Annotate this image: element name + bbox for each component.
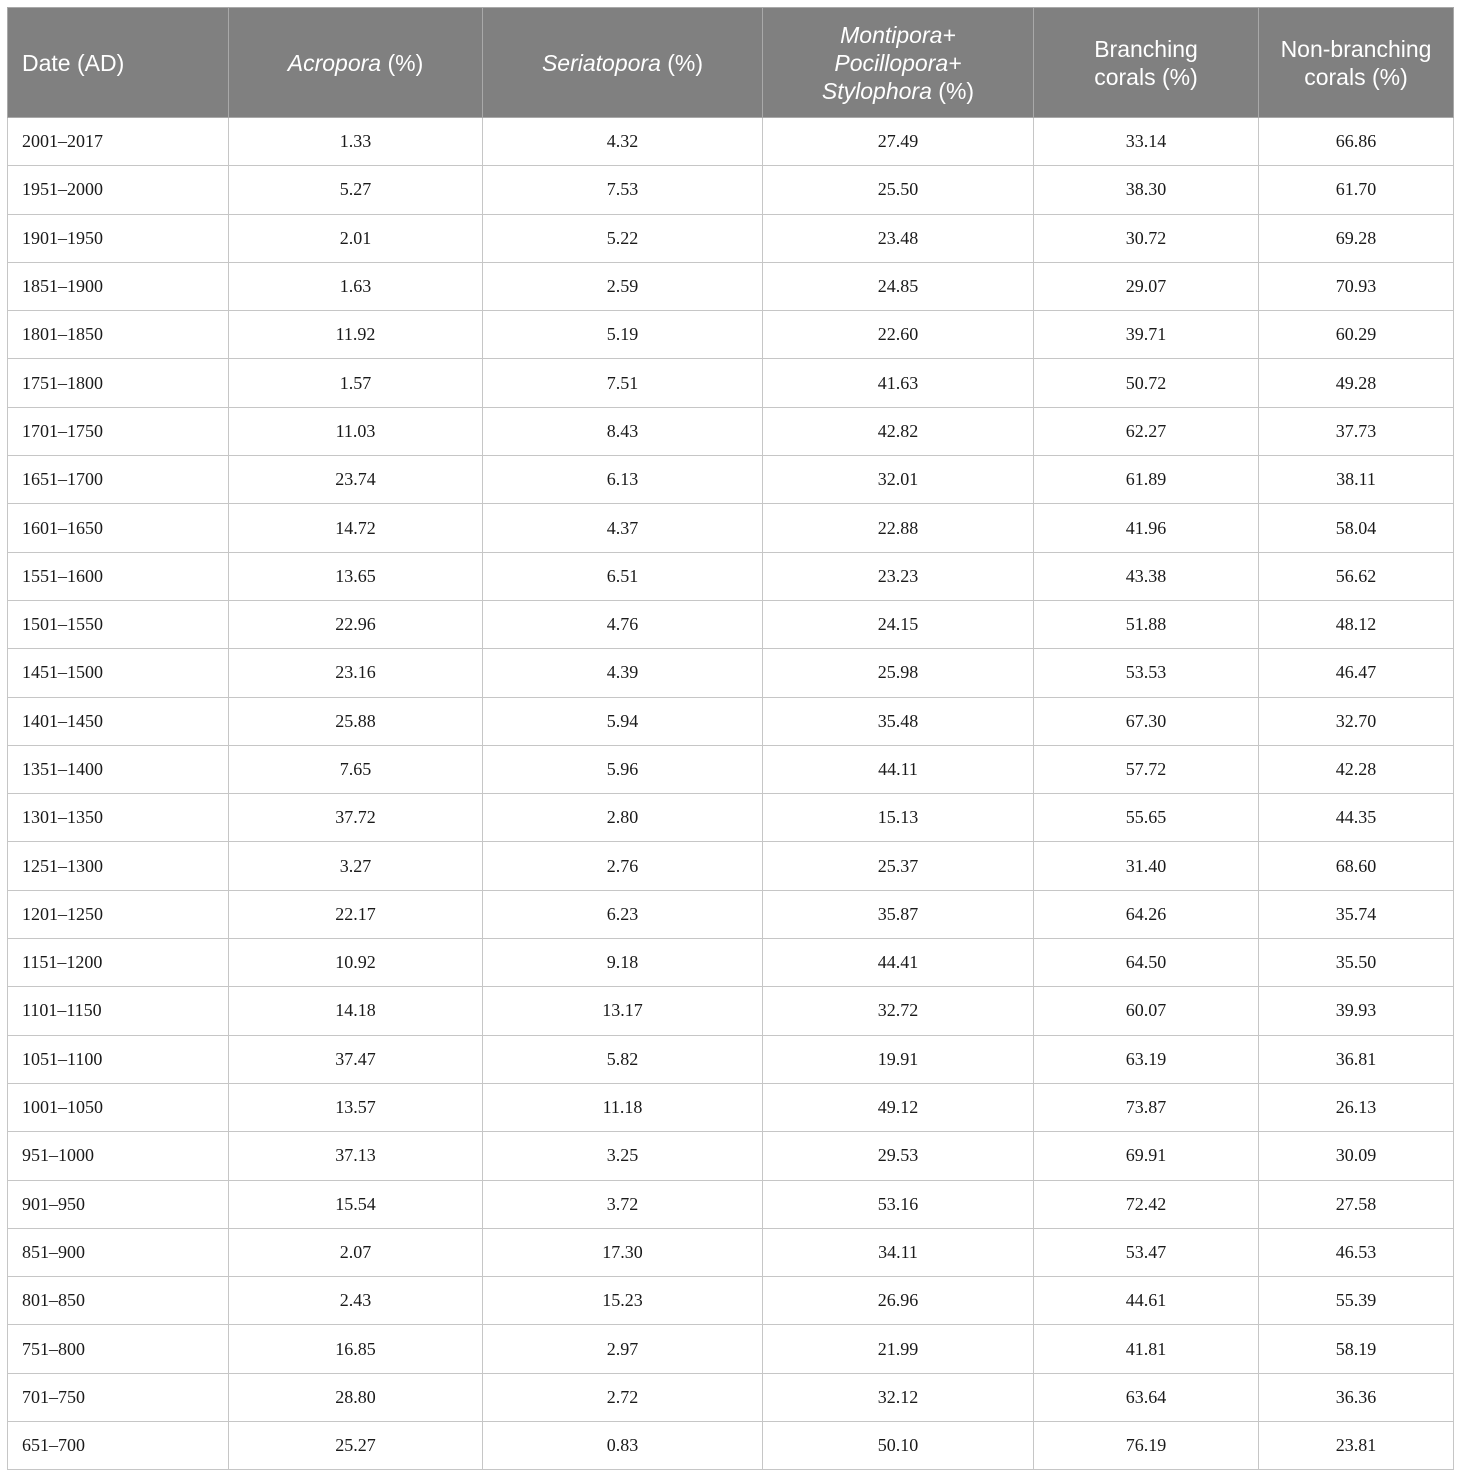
acropora-cell: 13.57 (229, 1083, 483, 1131)
acropora-cell: 16.85 (229, 1325, 483, 1373)
date-cell: 1301–1350 (8, 794, 229, 842)
table-row (8, 890, 1454, 938)
branching-cell: 64.26 (1034, 890, 1259, 938)
date-cell: 1801–1850 (8, 311, 229, 359)
acropora-cell: 1.57 (229, 359, 483, 407)
seriatopora-cell: 13.17 (483, 987, 763, 1035)
seriatopora-cell: 7.51 (483, 359, 763, 407)
seriatopora-cell: 6.51 (483, 552, 763, 600)
table-row (8, 359, 1454, 407)
date-cell: 951–1000 (8, 1132, 229, 1180)
montipora-group-cell: 22.60 (763, 311, 1034, 359)
branching-cell: 38.30 (1034, 166, 1259, 214)
montipora-group-cell: 15.13 (763, 794, 1034, 842)
nonbranching-cell: 36.81 (1259, 1035, 1454, 1083)
acropora-cell: 2.43 (229, 1277, 483, 1325)
seriatopora-cell: 2.59 (483, 262, 763, 310)
nonbranching-cell: 35.50 (1259, 939, 1454, 987)
table-row (8, 1325, 1454, 1373)
date-cell: 1651–1700 (8, 456, 229, 504)
date-cell: 751–800 (8, 1325, 229, 1373)
seriatopora-cell: 3.25 (483, 1132, 763, 1180)
date-cell: 1851–1900 (8, 262, 229, 310)
montipora-group-cell: 25.37 (763, 842, 1034, 890)
header-acropora-unit: (%) (381, 49, 424, 76)
seriatopora-cell: 5.19 (483, 311, 763, 359)
header-acropora-name: Acropora (287, 49, 382, 76)
acropora-cell: 2.07 (229, 1228, 483, 1276)
nonbranching-cell: 49.28 (1259, 359, 1454, 407)
acropora-cell: 2.01 (229, 214, 483, 262)
date-cell: 1401–1450 (8, 697, 229, 745)
seriatopora-cell: 2.72 (483, 1373, 763, 1421)
nonbranching-cell: 39.93 (1259, 987, 1454, 1035)
montipora-group-cell: 32.12 (763, 1373, 1034, 1421)
acropora-cell: 22.96 (229, 600, 483, 648)
nonbranching-cell: 46.53 (1259, 1228, 1454, 1276)
branching-cell: 72.42 (1034, 1180, 1259, 1228)
table-row (8, 311, 1454, 359)
coral-composition-table (7, 7, 1454, 1470)
date-cell: 1951–2000 (8, 166, 229, 214)
branching-cell: 53.47 (1034, 1228, 1259, 1276)
montipora-group-cell: 24.85 (763, 262, 1034, 310)
table-row (8, 1228, 1454, 1276)
seriatopora-cell: 5.82 (483, 1035, 763, 1083)
montipora-group-cell: 35.48 (763, 697, 1034, 745)
table-header (8, 8, 1454, 118)
montipora-group-cell: 19.91 (763, 1035, 1034, 1083)
table-row (8, 842, 1454, 890)
acropora-cell: 37.72 (229, 794, 483, 842)
nonbranching-cell: 70.93 (1259, 262, 1454, 310)
seriatopora-cell: 2.97 (483, 1325, 763, 1373)
date-cell: 1151–1200 (8, 939, 229, 987)
date-cell: 1751–1800 (8, 359, 229, 407)
nonbranching-cell: 38.11 (1259, 456, 1454, 504)
montipora-group-cell: 25.50 (763, 166, 1034, 214)
nonbranching-cell: 32.70 (1259, 697, 1454, 745)
branching-cell: 67.30 (1034, 697, 1259, 745)
acropora-cell: 11.92 (229, 311, 483, 359)
table-row (8, 1132, 1454, 1180)
header-row (8, 8, 1454, 118)
nonbranching-cell: 23.81 (1259, 1422, 1454, 1470)
branching-cell: 76.19 (1034, 1422, 1259, 1470)
nonbranching-cell: 55.39 (1259, 1277, 1454, 1325)
acropora-cell: 13.65 (229, 552, 483, 600)
montipora-group-cell: 35.87 (763, 890, 1034, 938)
table-row (8, 1035, 1454, 1083)
table-row (8, 166, 1454, 214)
table-row (8, 649, 1454, 697)
montipora-group-cell: 24.15 (763, 600, 1034, 648)
seriatopora-cell: 3.72 (483, 1180, 763, 1228)
table-row (8, 456, 1454, 504)
date-cell: 1451–1500 (8, 649, 229, 697)
acropora-cell: 15.54 (229, 1180, 483, 1228)
seriatopora-cell: 6.23 (483, 890, 763, 938)
branching-cell: 43.38 (1034, 552, 1259, 600)
nonbranching-cell: 46.47 (1259, 649, 1454, 697)
date-cell: 1601–1650 (8, 504, 229, 552)
seriatopora-cell: 11.18 (483, 1083, 763, 1131)
header-seriatopora-unit: (%) (660, 49, 704, 76)
header-montipora-unit: (%) (931, 77, 975, 104)
acropora-cell: 7.65 (229, 745, 483, 793)
nonbranching-cell: 44.35 (1259, 794, 1454, 842)
branching-cell: 44.61 (1034, 1277, 1259, 1325)
table-row (8, 118, 1454, 166)
nonbranching-cell: 26.13 (1259, 1083, 1454, 1131)
acropora-cell: 11.03 (229, 407, 483, 455)
nonbranching-cell: 58.19 (1259, 1325, 1454, 1373)
date-cell: 1551–1600 (8, 552, 229, 600)
table-row (8, 939, 1454, 987)
header-nonbranching-line1: Non-branching (1280, 35, 1432, 62)
seriatopora-cell: 5.94 (483, 697, 763, 745)
nonbranching-cell: 27.58 (1259, 1180, 1454, 1228)
header-acropora (229, 8, 483, 118)
nonbranching-cell: 69.28 (1259, 214, 1454, 262)
date-cell: 1701–1750 (8, 407, 229, 455)
seriatopora-cell: 9.18 (483, 939, 763, 987)
seriatopora-cell: 2.76 (483, 842, 763, 890)
table-row (8, 552, 1454, 600)
branching-cell: 51.88 (1034, 600, 1259, 648)
seriatopora-cell: 6.13 (483, 456, 763, 504)
acropora-cell: 5.27 (229, 166, 483, 214)
date-cell: 901–950 (8, 1180, 229, 1228)
header-montipora-line3: Stylophora (821, 77, 932, 104)
table-row (8, 697, 1454, 745)
branching-cell: 69.91 (1034, 1132, 1259, 1180)
nonbranching-cell: 30.09 (1259, 1132, 1454, 1180)
header-date-label: Date (AD) (22, 49, 125, 76)
date-cell: 2001–2017 (8, 118, 229, 166)
header-montipora-line1: Montipora+ (840, 21, 956, 48)
date-cell: 1351–1400 (8, 745, 229, 793)
montipora-group-cell: 23.48 (763, 214, 1034, 262)
nonbranching-cell: 60.29 (1259, 311, 1454, 359)
header-branching-line2: corals (%) (1094, 63, 1198, 90)
branching-cell: 29.07 (1034, 262, 1259, 310)
date-cell: 1501–1550 (8, 600, 229, 648)
montipora-group-cell: 26.96 (763, 1277, 1034, 1325)
date-cell: 1201–1250 (8, 890, 229, 938)
header-seriatopora-name: Seriatopora (541, 49, 661, 76)
date-cell: 1251–1300 (8, 842, 229, 890)
header-date (8, 8, 229, 118)
date-cell: 1101–1150 (8, 987, 229, 1035)
seriatopora-cell: 5.96 (483, 745, 763, 793)
header-nonbranching (1259, 8, 1454, 118)
branching-cell: 39.71 (1034, 311, 1259, 359)
nonbranching-cell: 35.74 (1259, 890, 1454, 938)
table-row (8, 745, 1454, 793)
acropora-cell: 37.47 (229, 1035, 483, 1083)
header-branching-line1: Branching (1094, 35, 1198, 62)
branching-cell: 63.19 (1034, 1035, 1259, 1083)
date-cell: 701–750 (8, 1373, 229, 1421)
seriatopora-cell: 2.80 (483, 794, 763, 842)
table-row (8, 504, 1454, 552)
branching-cell: 30.72 (1034, 214, 1259, 262)
seriatopora-cell: 0.83 (483, 1422, 763, 1470)
acropora-cell: 10.92 (229, 939, 483, 987)
header-branching (1034, 8, 1259, 118)
seriatopora-cell: 5.22 (483, 214, 763, 262)
montipora-group-cell: 32.72 (763, 987, 1034, 1035)
nonbranching-cell: 48.12 (1259, 600, 1454, 648)
branching-cell: 57.72 (1034, 745, 1259, 793)
acropora-cell: 14.72 (229, 504, 483, 552)
header-seriatopora (483, 8, 763, 118)
montipora-group-cell: 22.88 (763, 504, 1034, 552)
branching-cell: 62.27 (1034, 407, 1259, 455)
header-nonbranching-line2: corals (%) (1304, 63, 1408, 90)
nonbranching-cell: 37.73 (1259, 407, 1454, 455)
acropora-cell: 1.33 (229, 118, 483, 166)
table-row (8, 1180, 1454, 1228)
acropora-cell: 25.88 (229, 697, 483, 745)
table-row (8, 1422, 1454, 1470)
nonbranching-cell: 68.60 (1259, 842, 1454, 890)
table-row (8, 1083, 1454, 1131)
branching-cell: 60.07 (1034, 987, 1259, 1035)
branching-cell: 33.14 (1034, 118, 1259, 166)
date-cell: 651–700 (8, 1422, 229, 1470)
branching-cell: 31.40 (1034, 842, 1259, 890)
acropora-cell: 14.18 (229, 987, 483, 1035)
table-row (8, 794, 1454, 842)
nonbranching-cell: 56.62 (1259, 552, 1454, 600)
seriatopora-cell: 4.39 (483, 649, 763, 697)
header-montipora-group (763, 8, 1034, 118)
montipora-group-cell: 42.82 (763, 407, 1034, 455)
date-cell: 801–850 (8, 1277, 229, 1325)
seriatopora-cell: 8.43 (483, 407, 763, 455)
nonbranching-cell: 58.04 (1259, 504, 1454, 552)
branching-cell: 63.64 (1034, 1373, 1259, 1421)
acropora-cell: 22.17 (229, 890, 483, 938)
branching-cell: 64.50 (1034, 939, 1259, 987)
montipora-group-cell: 23.23 (763, 552, 1034, 600)
montipora-group-cell: 21.99 (763, 1325, 1034, 1373)
seriatopora-cell: 4.37 (483, 504, 763, 552)
acropora-cell: 37.13 (229, 1132, 483, 1180)
table-row (8, 1277, 1454, 1325)
seriatopora-cell: 4.76 (483, 600, 763, 648)
montipora-group-cell: 53.16 (763, 1180, 1034, 1228)
montipora-group-cell: 44.41 (763, 939, 1034, 987)
branching-cell: 61.89 (1034, 456, 1259, 504)
montipora-group-cell: 29.53 (763, 1132, 1034, 1180)
seriatopora-cell: 17.30 (483, 1228, 763, 1276)
montipora-group-cell: 32.01 (763, 456, 1034, 504)
date-cell: 1901–1950 (8, 214, 229, 262)
seriatopora-cell: 15.23 (483, 1277, 763, 1325)
montipora-group-cell: 50.10 (763, 1422, 1034, 1470)
branching-cell: 50.72 (1034, 359, 1259, 407)
acropora-cell: 23.16 (229, 649, 483, 697)
branching-cell: 73.87 (1034, 1083, 1259, 1131)
nonbranching-cell: 42.28 (1259, 745, 1454, 793)
table-row (8, 214, 1454, 262)
acropora-cell: 3.27 (229, 842, 483, 890)
nonbranching-cell: 61.70 (1259, 166, 1454, 214)
table-row (8, 262, 1454, 310)
branching-cell: 55.65 (1034, 794, 1259, 842)
table-body (8, 118, 1454, 1470)
montipora-group-cell: 41.63 (763, 359, 1034, 407)
montipora-group-cell: 49.12 (763, 1083, 1034, 1131)
acropora-cell: 28.80 (229, 1373, 483, 1421)
branching-cell: 53.53 (1034, 649, 1259, 697)
acropora-cell: 25.27 (229, 1422, 483, 1470)
table-row (8, 987, 1454, 1035)
date-cell: 1001–1050 (8, 1083, 229, 1131)
acropora-cell: 1.63 (229, 262, 483, 310)
branching-cell: 41.81 (1034, 1325, 1259, 1373)
date-cell: 851–900 (8, 1228, 229, 1276)
montipora-group-cell: 44.11 (763, 745, 1034, 793)
acropora-cell: 23.74 (229, 456, 483, 504)
montipora-group-cell: 34.11 (763, 1228, 1034, 1276)
table-row (8, 407, 1454, 455)
date-cell: 1051–1100 (8, 1035, 229, 1083)
seriatopora-cell: 7.53 (483, 166, 763, 214)
montipora-group-cell: 27.49 (763, 118, 1034, 166)
branching-cell: 41.96 (1034, 504, 1259, 552)
montipora-group-cell: 25.98 (763, 649, 1034, 697)
nonbranching-cell: 36.36 (1259, 1373, 1454, 1421)
nonbranching-cell: 66.86 (1259, 118, 1454, 166)
header-montipora-line2: Pocillopora+ (834, 49, 962, 76)
table-row (8, 1373, 1454, 1421)
seriatopora-cell: 4.32 (483, 118, 763, 166)
table-row (8, 600, 1454, 648)
